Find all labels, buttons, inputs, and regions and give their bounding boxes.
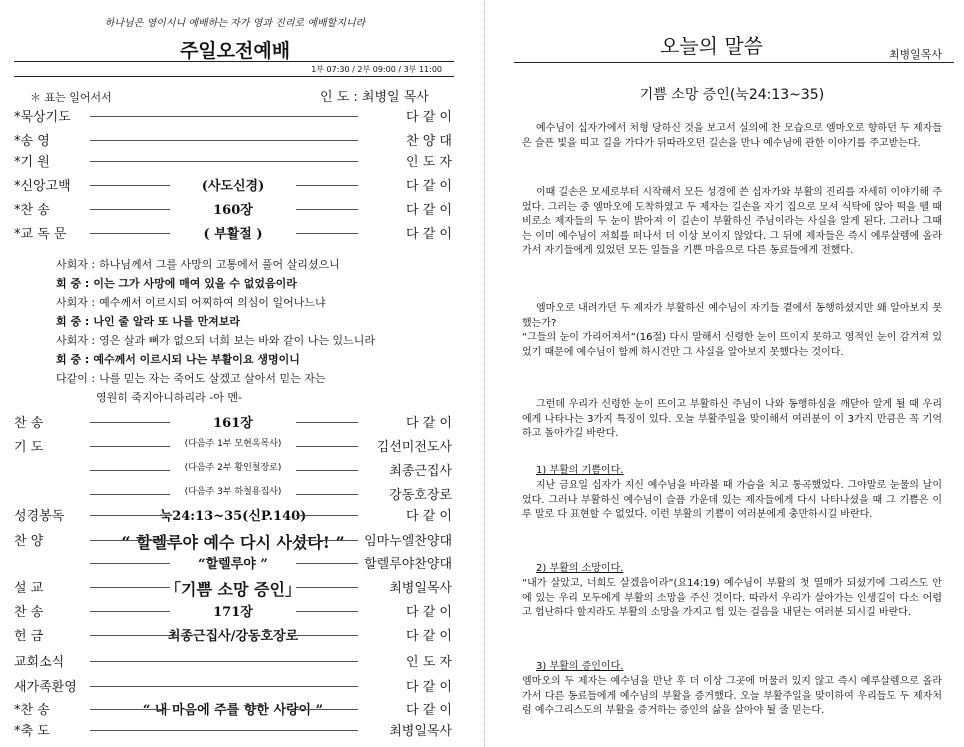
order-row [14, 699, 452, 719]
order-person: 최병일목사 [389, 724, 452, 739]
order-label: 성경봉독 [14, 509, 65, 524]
order-label: *교 독 문 [14, 227, 67, 242]
sermon-heading: 오늘의 말씀 [660, 34, 763, 58]
order-person: 다 같 이 [406, 605, 452, 620]
leader-line [296, 233, 358, 234]
order-row [14, 530, 452, 550]
reading-line [56, 351, 300, 367]
leader-line [90, 233, 170, 234]
order-person: 다 같 이 [406, 680, 452, 695]
sermon-paragraph: 엠마오로 내려가던 두 제자가 부활하신 예수님이 자기들 곁에서 동행하셨지만 왜 알아보지 못했는가? [522, 303, 942, 329]
order-person: 다 같 이 [406, 203, 452, 218]
reading-line [56, 275, 297, 291]
reading-line [56, 332, 375, 348]
order-content: (다음주 1부 모현옥목사) [184, 439, 282, 449]
order-content: 최종근집사/강동호장로 [167, 629, 299, 644]
order-row [14, 651, 452, 671]
reading-text: 이는 그가 사망에 매여 있을 수 없었음이라 [93, 277, 297, 290]
leader-line [90, 709, 170, 710]
sermon-paragraph: 그런데 우리가 신령한 눈이 뜨이고 부활하신 주님이 나와 동행하심을 깨닫아 알게 될 때 우리에게 나타나는 3가지 특징이 있다. 오늘 부활주일을 맞이해서 여러분이 이 3가지 만큼은 꼭 기억하고 돌아가길 바란다. [522, 399, 942, 440]
order-content: ( 부활절 ) [203, 227, 263, 242]
reading-line [56, 313, 240, 329]
order-row [14, 460, 452, 480]
reading-line [56, 370, 325, 386]
order-person: 다 같 이 [406, 703, 452, 718]
leader-line [90, 494, 170, 495]
leader-line [296, 635, 358, 636]
order-person: 다 같 이 [406, 416, 452, 431]
order-label: 교회소식 [14, 655, 65, 670]
sermon-panel [500, 0, 964, 747]
order-label: 헌 금 [14, 629, 44, 644]
leader-line [296, 470, 358, 471]
sermon-paragraph: 지난 금요일 십자가 지신 예수님을 바라볼 때 가슴을 치고 통곡했었다. 그야말로 눈물의 날이었다. 그러나 부활하신 예수님이 슬픔 가운데 있는 제자들에게 다시 나타나셨을 때 그 기쁨은 이루 말로 다 표현할 수 없었다. 이런 부활의 기쁨이 여러분에게 충만하시길 바란다. [522, 480, 942, 521]
order-content: (다음주 2부 황인철장로) [184, 463, 282, 473]
leader-line [296, 209, 358, 210]
order-row [14, 106, 452, 126]
order-content: “ 내 마음에 주를 향한 사랑이 ” [142, 703, 324, 718]
page-gutter [484, 0, 485, 747]
leader-line [296, 446, 358, 447]
order-person: 할렐루야찬양대 [364, 557, 452, 572]
order-content: 「기쁨 소망 증인」 [165, 580, 301, 599]
order-content: (다음주 3부 하철용집사) [184, 487, 282, 497]
reading-speaker: 사회자 : [56, 334, 96, 347]
reading-line [92, 389, 242, 405]
leader-line [296, 540, 358, 541]
order-label: 찬 양 [14, 534, 44, 549]
order-row [14, 505, 452, 525]
leader-line [90, 611, 170, 612]
service-times: 1부 07:30 / 2부 09:00 / 3부 11:00 [311, 65, 442, 74]
leader-line [90, 161, 358, 162]
leader: 인 도 : 최병일 목사 [320, 90, 429, 105]
leader-line [296, 587, 358, 588]
leader-line [90, 635, 170, 636]
order-label: *송 영 [14, 134, 50, 149]
leader-line [90, 446, 170, 447]
order-row [14, 130, 452, 150]
leader-line [90, 661, 358, 662]
order-label: 기 도 [14, 440, 44, 455]
order-person: 인 도 자 [406, 655, 452, 670]
point-heading: 3) 부활의 증인이다. [536, 661, 624, 672]
order-content: (사도신경) [201, 179, 265, 194]
leader-line [296, 709, 358, 710]
order-row [14, 199, 452, 219]
reading-text: 하나님께서 그를 사망의 고통에서 풀어 살리셨으니 [99, 258, 340, 271]
sermon-paragraph: 이때 길손은 모세로부터 시작해서 모든 성경에 쓴 십자가와 부활의 진리를 자세히 이야기해 주었다. 그러는 중 엠마오에 도착하였고 두 제자는 길손을 자기 집으로 모셔 식탁에 앉아 떡을 뗄 때 비로소 제자들의 두 눈이 밝아져 이 길손이 부활하신 주님이라는 사실을 알게 된다. 그러나 그때는 이미 예수님이 저희를 떠나서 더 이상 보이지 않았다. 그 뒤에 제자들은 즉시 예루살렘에 올라가서 자기들에게 있었던 모든 일들을 기쁜 마음으로 다른 동료들에게 전했다. [522, 187, 942, 257]
divider [14, 76, 454, 77]
sermon-paragraph: 엠마오의 두 제자는 예수님을 만난 후 더 이상 그곳에 머물러 있지 않고 즉시 예루살렘으로 올라가서 다른 동료들에게 예수님의 부활을 증거했다. 오늘 부활주일을 맞이하여 우리들도 두 제자처럼 예수그리스도의 부활을 증거하는 증인의 삶을 살아야 될 줄 믿는다. [522, 676, 942, 717]
reading-line [56, 294, 326, 310]
leader-line [90, 730, 358, 731]
point-heading: 2) 부활의 소망이다. [536, 563, 624, 574]
order-content: “ 할렐루야 예수 다시 사셨다! ” [121, 533, 345, 552]
point-heading: 1) 부활의 기쁨이다. [536, 465, 624, 476]
order-person: 강동호장로 [389, 488, 452, 503]
order-label: *묵상기도 [14, 110, 71, 125]
divider [514, 62, 954, 63]
sermon-subtitle: 기쁨 소망 증인(눅24:13~35) [639, 87, 825, 103]
leader-line [90, 587, 170, 588]
order-person: 다 같 이 [406, 227, 452, 242]
order-label: *기 원 [14, 155, 50, 170]
reading-text: 예수께서 이르시되 어찌하여 의심이 일어나느냐 [99, 296, 326, 309]
order-row [14, 625, 452, 645]
leader-line [90, 140, 358, 141]
order-row [14, 175, 452, 195]
order-person: 다 같 이 [406, 110, 452, 125]
order-label: 설 교 [14, 581, 44, 596]
reading-text: 영은 살과 뼈가 없으되 너희 보는 바와 같이 나는 있느니라 [99, 334, 375, 347]
leader-line [90, 515, 170, 516]
order-person: 최종근집사 [389, 464, 452, 479]
order-content: 160장 [213, 203, 253, 218]
reading-text: 영원히 죽지아니하리라 -아 멘- [96, 391, 242, 404]
order-row [14, 676, 452, 696]
order-label: *신앙고백 [14, 179, 71, 194]
motto: 하나님은 영이시니 예배하는 자가 영과 진리로 예배할지니라 [104, 18, 366, 29]
leader-line [296, 611, 358, 612]
order-content: 눅24:13~35(신P.140) [159, 509, 307, 524]
order-person: 김선미전도사 [376, 440, 452, 455]
reading-speaker: 사회자 : [56, 296, 96, 309]
leader-line [296, 563, 358, 564]
leader-line [296, 494, 358, 495]
worship-order-panel [0, 0, 470, 747]
order-row [14, 601, 452, 621]
order-person: 다 같 이 [406, 179, 452, 194]
standing-note: ＊ 표는 일어서서 [30, 91, 112, 104]
order-person: 다 같 이 [406, 629, 452, 644]
leader-line [90, 116, 358, 117]
order-row [14, 436, 452, 456]
sermon-paragraph: “내가 살았고, 너희도 살겠음이라”(요14:19) 예수님이 부활의 첫 열매가 되셨기에 그리스도 안에 있는 우리 모두에게 부활의 소망을 주신 것이다. 따라서 우리가 살아가는 인생길이 다소 어렵고 험난하다 할지라도 부활의 소망을 가지고 힘 있는 걸음을 내딛는 여러분 되시길 바란다. [522, 578, 942, 619]
leader-line [90, 686, 358, 687]
order-label: *축 도 [14, 724, 50, 739]
order-row [14, 223, 452, 243]
leader-line [90, 422, 170, 423]
reading-speaker: 다같이 : [56, 372, 96, 385]
reading-text: 나인 줄 알라 또 나를 만져보라 [93, 315, 240, 328]
sermon-paragraph: “그들의 눈이 가리어져서”(16절) 다시 말해서 신령한 눈이 뜨이지 못하고 영적인 눈이 감겨져 있었기 때문에 예수님이 함께 하시건만 그 사실을 알아보지 못했다는 것이다. [522, 332, 942, 358]
order-label: *찬 송 [14, 703, 50, 718]
order-content: 161장 [213, 416, 253, 431]
reading-text: 예수께서 이르시되 나는 부활이요 생명이니 [93, 353, 300, 366]
order-row [14, 553, 452, 573]
sermon-author: 최병일목사 [888, 48, 942, 61]
reading-text: 나를 믿는 자는 죽어도 살겠고 살아서 믿는 자는 [99, 372, 326, 385]
leader-line [90, 470, 170, 471]
order-person: 찬 양 대 [406, 134, 452, 149]
leader-line [90, 209, 170, 210]
order-label: *찬 송 [14, 203, 50, 218]
order-label: 찬 송 [14, 605, 44, 620]
leader-line [90, 563, 170, 564]
service-title: 주일오전예배 [179, 40, 291, 62]
order-row [14, 577, 452, 597]
sermon-paragraph: 예수님이 십자가에서 처형 당하신 것을 보고서 실의에 찬 모습으로 엠마오로 향하던 두 제자들은 슬픈 빛을 띠고 길을 가다가 뒤따라오던 길손을 만나 예수님에 관한 이야기를 주고받는다. [522, 123, 942, 149]
order-row [14, 720, 452, 740]
order-person: 임마누엘찬양대 [364, 534, 452, 549]
order-person: 다 같 이 [406, 509, 452, 524]
order-row [14, 151, 452, 171]
order-person: 최병일목사 [389, 581, 452, 596]
leader-line [296, 185, 358, 186]
leader-line [296, 422, 358, 423]
order-content: 171장 [213, 605, 253, 620]
order-label: 찬 송 [14, 416, 44, 431]
leader-line [296, 515, 358, 516]
leader-line [90, 540, 170, 541]
order-content: “할렐루야 ” [198, 557, 268, 572]
divider [14, 61, 454, 62]
leader-line [90, 185, 170, 186]
order-row [14, 412, 452, 432]
reading-line [56, 256, 340, 272]
order-label: 새가족환영 [14, 680, 77, 695]
order-row [14, 484, 452, 504]
reading-speaker: 회 중 : [56, 353, 90, 366]
reading-speaker: 사회자 : [56, 258, 96, 271]
reading-speaker: 회 중 : [56, 277, 90, 290]
order-person: 인 도 자 [406, 155, 452, 170]
reading-speaker: 회 중 : [56, 315, 90, 328]
